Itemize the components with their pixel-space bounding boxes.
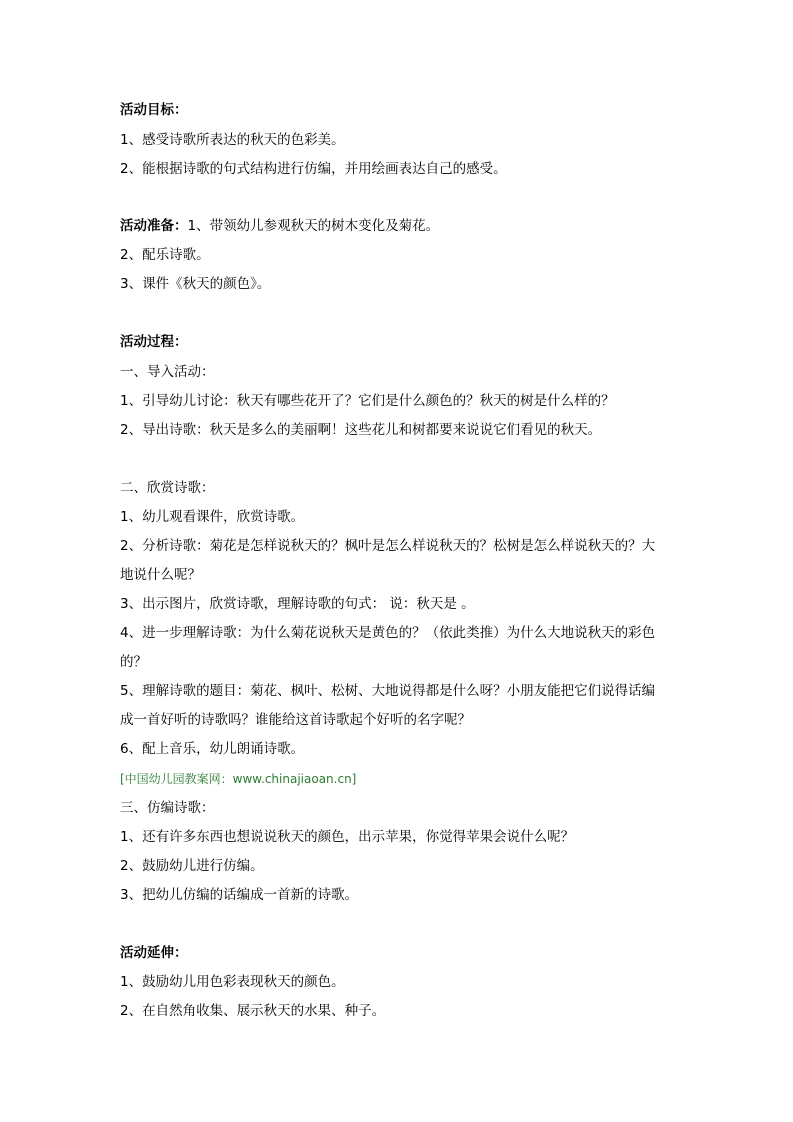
section1-item-2: 2、导出诗歌：秋天是多么的美丽啊！这些花儿和树都要来说说它们看见的秋天。 <box>120 422 602 438</box>
section2-item-6: 6、配上音乐，幼儿朗诵诗歌。 <box>120 741 305 757</box>
preparation-item-1: 1、带领幼儿参观秋天的树木变化及菊花。 <box>187 218 440 234</box>
section2-item-3: 3、出示图片，欣赏诗歌，理解诗歌的句式： 说：秋天是 。 <box>120 596 475 612</box>
goals-item-2: 2、能根据诗歌的句式结构进行仿编，并用绘画表达自己的感受。 <box>120 161 507 177</box>
section1-item-1: 1、引导幼儿讨论：秋天有哪些花开了？它们是什么颜色的？秋天的树是什么样的？ <box>120 393 615 409</box>
section3-title: 三、仿编诗歌： <box>120 800 215 816</box>
section2-item-1: 1、幼儿观看课件，欣赏诗歌。 <box>120 509 305 525</box>
goals-heading: 活动目标： <box>120 102 188 118</box>
extension-item-2: 2、在自然角收集、展示秋天的水果、种子。 <box>120 1003 386 1019</box>
section2-title: 二、欣赏诗歌： <box>120 480 215 496</box>
preparation-item-3: 3、课件《秋天的颜色》。 <box>120 276 271 292</box>
process-heading: 活动过程： <box>120 334 188 350</box>
preparation-heading: 活动准备： <box>120 218 188 234</box>
section1-title: 一、导入活动： <box>120 364 215 380</box>
section2-item-5-cont: 成一首好听的诗歌吗？谁能给这首诗歌起个好听的名字呢？ <box>120 712 471 728</box>
source-note: [中国幼儿园教案网：www.chinajiaoan.cn] <box>120 772 357 786</box>
section3-item-1: 1、还有许多东西也想说说秋天的颜色，出示苹果，你觉得苹果会说什么呢？ <box>120 829 575 845</box>
section3-item-3: 3、把幼儿仿编的话编成一首新的诗歌。 <box>120 887 359 903</box>
section2-item-4: 4、进一步理解诗歌：为什么菊花说秋天是黄色的？（依此类推）为什么大地说秋天的彩色 <box>120 625 656 641</box>
section2-item-4-cont: 的？ <box>120 654 147 670</box>
section2-item-2-cont: 地说什么呢？ <box>120 567 201 583</box>
preparation-item-2: 2、配乐诗歌。 <box>120 247 210 263</box>
section2-item-5: 5、理解诗歌的题目：菊花、枫叶、松树、大地说得都是什么呀？小朋友能把它们说得话编 <box>120 683 656 699</box>
section2-item-2: 2、分析诗歌：菊花是怎样说秋天的？枫叶是怎么样说秋天的？松树是怎么样说秋天的？大 <box>120 538 656 554</box>
extension-heading: 活动延伸： <box>120 945 188 961</box>
extension-item-1: 1、鼓励幼儿用色彩表现秋天的颜色。 <box>120 974 345 990</box>
preparation-line <box>120 217 680 235</box>
goals-item-1: 1、感受诗歌所表达的秋天的色彩美。 <box>120 132 345 148</box>
section3-item-2: 2、鼓励幼儿进行仿编。 <box>120 858 264 874</box>
